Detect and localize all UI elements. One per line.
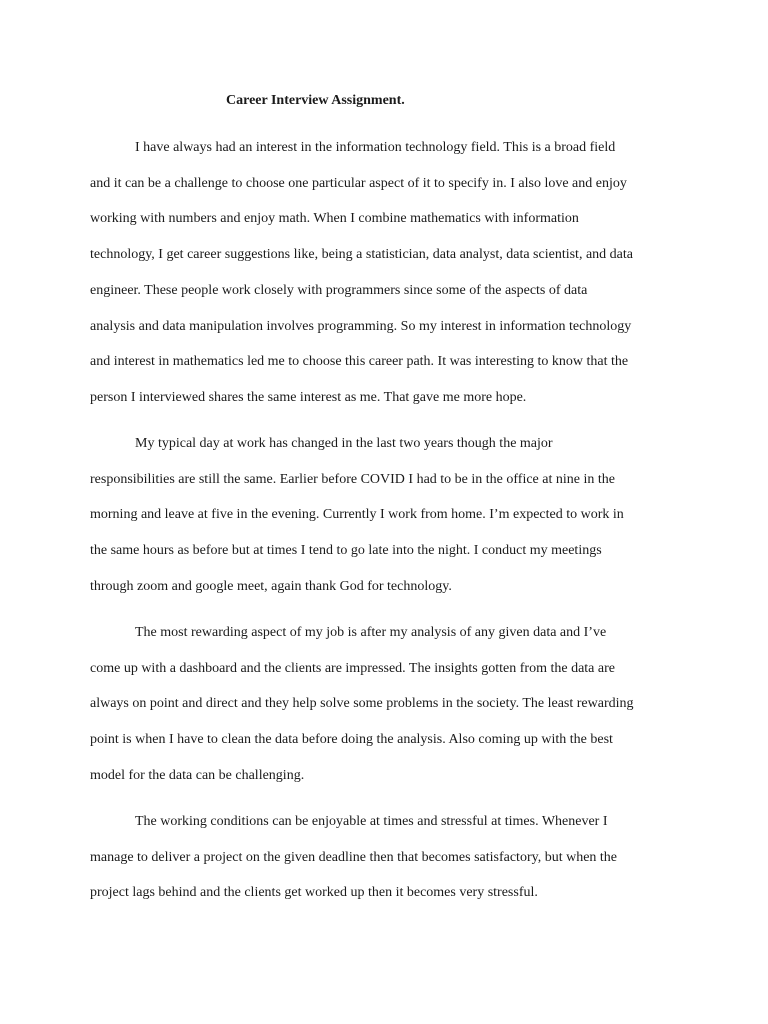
paragraph-3-line-5: model for the data can be challenging. xyxy=(90,768,305,783)
paragraph-4-line-2: manage to deliver a project on the given deadline then that becomes satisfactory, but when the xyxy=(90,850,618,865)
paragraph-3-line-2: come up with a dashboard and the clients are impressed. The insights gotten from the data are xyxy=(90,661,615,676)
paragraph-1-line-6: analysis and data manipulation involves programming. So my interest in information technology xyxy=(90,319,632,334)
paragraph-1-line-2: and it can be a challenge to choose one particular aspect of it to specify in. I also love and enjoy xyxy=(90,176,627,191)
paragraph-3-line-1: The most rewarding aspect of my job is after my analysis of any given data and I’ve xyxy=(135,625,607,640)
paragraph-3-line-4: point is when I have to clean the data before doing the analysis. Also coming up with the best xyxy=(90,732,613,747)
paragraph-4-line-1: The working conditions can be enjoyable at times and stressful at times. Whenever I xyxy=(135,814,608,829)
paragraph-1-line-4: technology, I get career suggestions like, being a statistician, data analyst, data scientist, and data xyxy=(90,247,633,262)
paragraph-1-line-3: working with numbers and enjoy math. When I combine mathematics with information xyxy=(90,211,579,226)
paragraph-1-line-5: engineer. These people work closely with programmers since some of the aspects of data xyxy=(90,283,588,298)
paragraph-1-line-8: person I interviewed shares the same interest as me. That gave me more hope. xyxy=(90,390,527,405)
paragraph-1-line-1: I have always had an interest in the information technology field. This is a broad field xyxy=(135,140,616,155)
paragraph-4-line-3: project lags behind and the clients get worked up then it becomes very stressful. xyxy=(90,885,538,900)
document-title: Career Interview Assignment. xyxy=(226,93,405,108)
paragraph-2-line-2: responsibilities are still the same. Earlier before COVID I had to be in the office at nine in the xyxy=(90,472,615,487)
paragraph-2-line-5: through zoom and google meet, again thank God for technology. xyxy=(90,579,452,594)
paragraph-2-line-3: morning and leave at five in the evening. Currently I work from home. I’m expected to work in xyxy=(90,507,624,522)
paragraph-3-line-3: always on point and direct and they help solve some problems in the society. The least rewarding xyxy=(90,696,634,711)
paragraph-1-line-7: and interest in mathematics led me to choose this career path. It was interesting to know that the xyxy=(90,354,629,369)
paragraph-2-line-4: the same hours as before but at times I tend to go late into the night. I conduct my meetings xyxy=(90,543,602,558)
paragraph-2-line-1: My typical day at work has changed in the last two years though the major xyxy=(135,436,553,451)
